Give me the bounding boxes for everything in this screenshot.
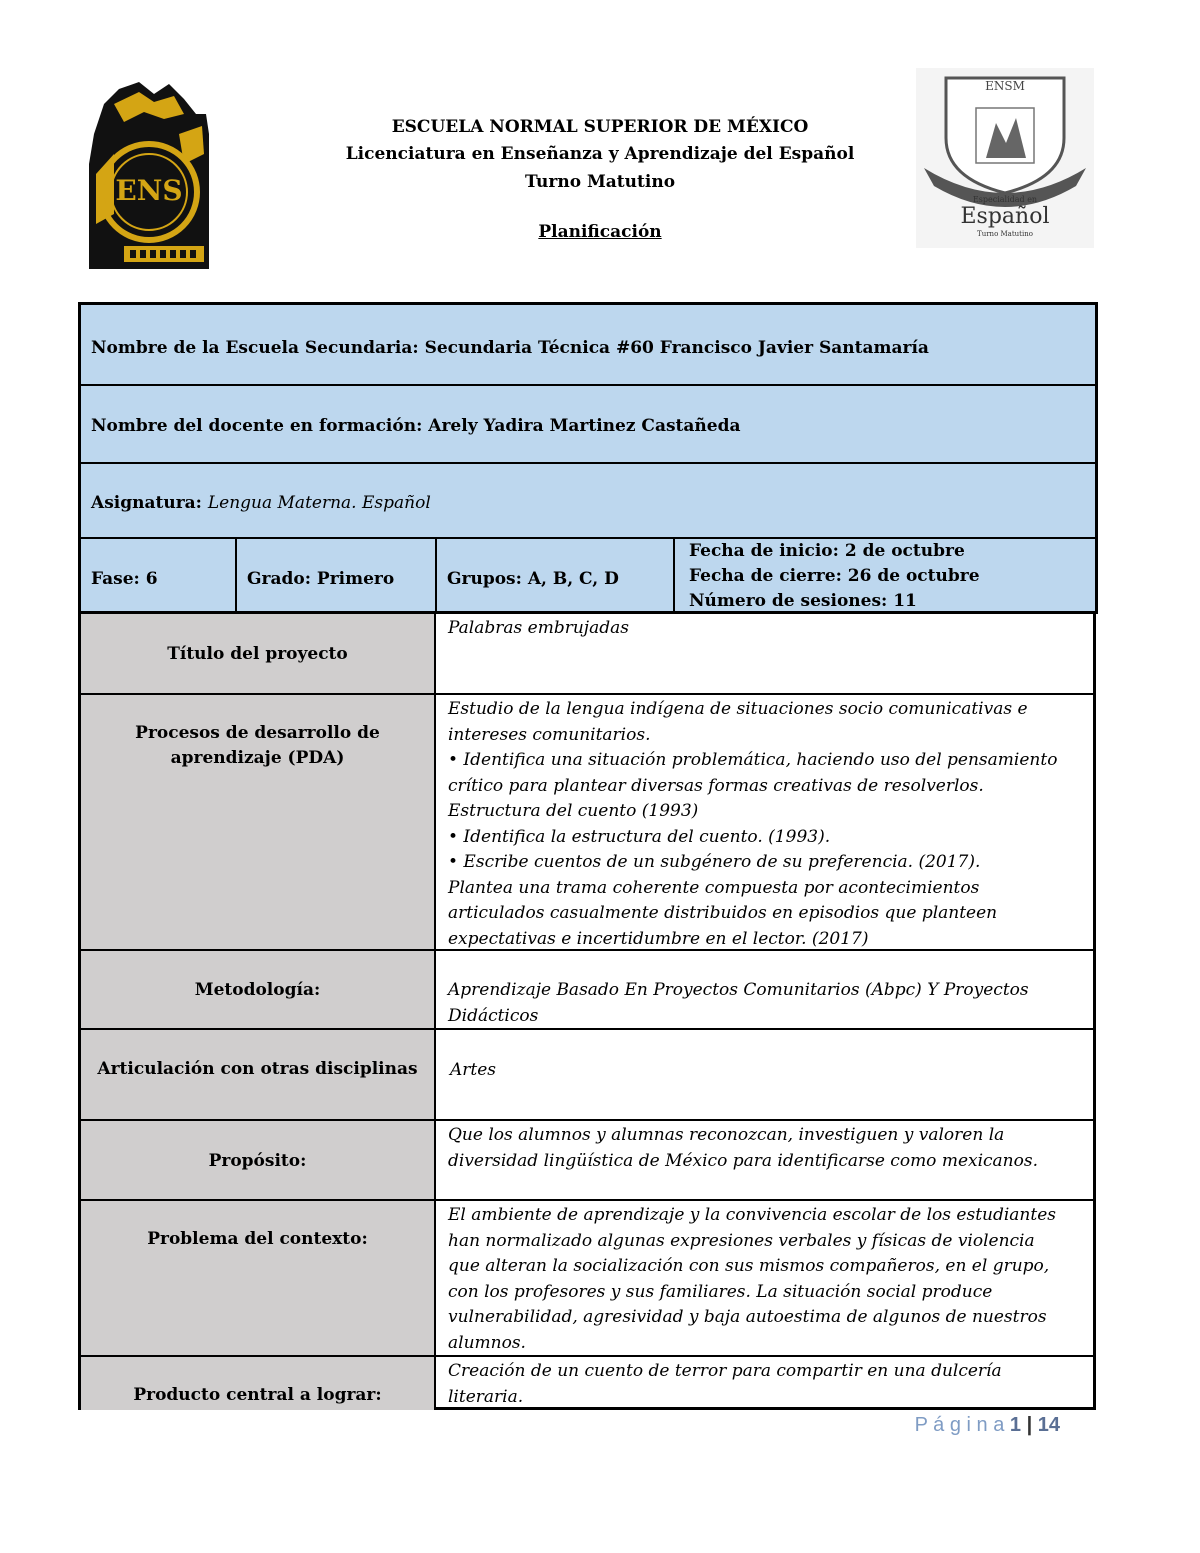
pda-line: • Identifica la estructura del cuento. (1993). [448,826,831,847]
ens-logo-text: ENS [115,174,183,207]
pda-line: Estudio de la lengua indígena de situaciones socio comunicativas e [448,699,1028,719]
document-header [300,114,900,242]
pda-line: crítico para plantear diversas formas creativas de resolverlos. [448,775,984,796]
pda-label-line1: Procesos de desarrollo de [135,723,380,743]
ensm-espanol-logo [916,68,1094,248]
ensm-logo-text: ENSM [985,79,1025,93]
fase-cell [81,539,237,611]
problema-row [81,1201,1093,1357]
problema-line: El ambiente de aprendizaje y la convivencia escolar de los estudiantes [448,1205,1056,1225]
proposito-label: Propósito: [208,1151,307,1171]
school-row [81,305,1095,386]
ensm-logo-foot: Turno Matutino [977,230,1033,238]
project-table [78,614,1096,1410]
page-word: P á g i n a [914,1414,1005,1436]
ens-logo [84,74,214,274]
fecha-inicio: Fecha de inicio: 2 de octubre [689,541,965,561]
articulacion-value: Artes [450,1060,497,1080]
metodologia-label: Metodología: [194,980,321,1000]
metodologia-row [81,951,1093,1030]
pda-line: Estructura del cuento (1993) [448,801,699,821]
details-row [81,539,1095,611]
proposito-row [81,1121,1093,1201]
titulo-label: Título del proyecto [167,644,348,664]
problema-line: que alteran la socialización con sus mismos compañeros, en el grupo, [448,1256,1050,1276]
general-info-table [78,302,1098,614]
metodologia-line: Aprendizaje Basado En Proyectos Comunitarios (Abpc) Y Proyectos [448,980,1029,1000]
ensm-logo-sub: Especialidad en [972,195,1038,204]
proposito-line: Que los alumnos y alumnas reconozcan, investiguen y valoren la [448,1125,1005,1145]
pda-line: • Escribe cuentos de un subgénero de su preferencia. (2017). [448,852,981,872]
producto-row [81,1357,1093,1410]
school-name: ESCUELA NORMAL SUPERIOR DE MÉXICO [391,117,809,137]
articulacion-label: Articulación con otras disciplinas [97,1059,418,1079]
page-separator: | [1026,1414,1033,1436]
subject-label: Asignatura: [91,493,208,513]
pda-line: • Identifica una situación problemática, haciendo uso del pensamiento [448,750,1058,770]
grado-text: Grado: Primero [247,569,395,589]
problema-line: con los profesores y sus familiares. La situación social produce [448,1281,993,1302]
subject-row [81,464,1095,539]
page-total: 14 [1037,1414,1060,1436]
program-name: Licenciatura en Enseñanza y Aprendizaje del Español [345,144,855,164]
page-footer [820,1414,1060,1437]
articulacion-row [81,1030,1093,1121]
pda-line: Plantea una trama coherente compuesta por acontecimientos [448,877,980,898]
problema-line: han normalizado algunas expresiones verbales y físicas de violencia [448,1230,1035,1251]
problema-label: Problema del contexto: [147,1229,368,1249]
grado-cell [237,539,437,611]
document-title: Planificación [538,222,662,242]
school-value: Secundaria Técnica #60 Francisco Javier Santamaría [424,338,929,358]
producto-line: literaria. [448,1386,524,1407]
school-label: Nombre de la Escuela Secundaria: [91,338,425,358]
teacher-value: Arely Yadira Martinez Castañeda [428,416,741,436]
problema-line: vulnerabilidad, agresividad y baja autoestima de algunos de nuestros [448,1307,1047,1327]
ensm-logo-main: Español [960,204,1050,229]
producto-label: Producto central a lograr: [133,1385,382,1405]
pda-line: expectativas e incertidumbre en el lector. (2017) [448,928,869,949]
titulo-row [81,614,1093,695]
teacher-label: Nombre del docente en formación: [91,416,429,436]
pda-row [81,695,1093,951]
fechas-cell [675,539,1095,611]
numero-sesiones: Número de sesiones: 11 [689,591,917,611]
subject-value: Lengua Materna. Español [207,493,431,513]
pda-line: intereses comunitarios. [448,724,651,745]
metodologia-line: Didácticos [448,1005,539,1026]
titulo-value: Palabras embrujadas [448,618,629,638]
fecha-cierre: Fecha de cierre: 26 de octubre [689,566,980,586]
teacher-row [81,386,1095,464]
shift-name: Turno Matutino [524,172,676,192]
producto-line: Creación de un cuento de terror para compartir en una dulcería [448,1361,1002,1381]
fase-text: Fase: 6 [91,569,158,589]
page-number: 1 [1009,1414,1022,1436]
pda-label-line2: aprendizaje (PDA) [170,748,345,768]
pda-line: articulados casualmente distribuidos en episodios que planteen [448,903,998,923]
proposito-line: diversidad lingüística de México para identificarse como mexicanos. [448,1150,1038,1171]
grupos-cell [437,539,675,611]
grupos-text: Grupos: A, B, C, D [447,569,619,589]
problema-line: alumnos. [448,1332,526,1353]
